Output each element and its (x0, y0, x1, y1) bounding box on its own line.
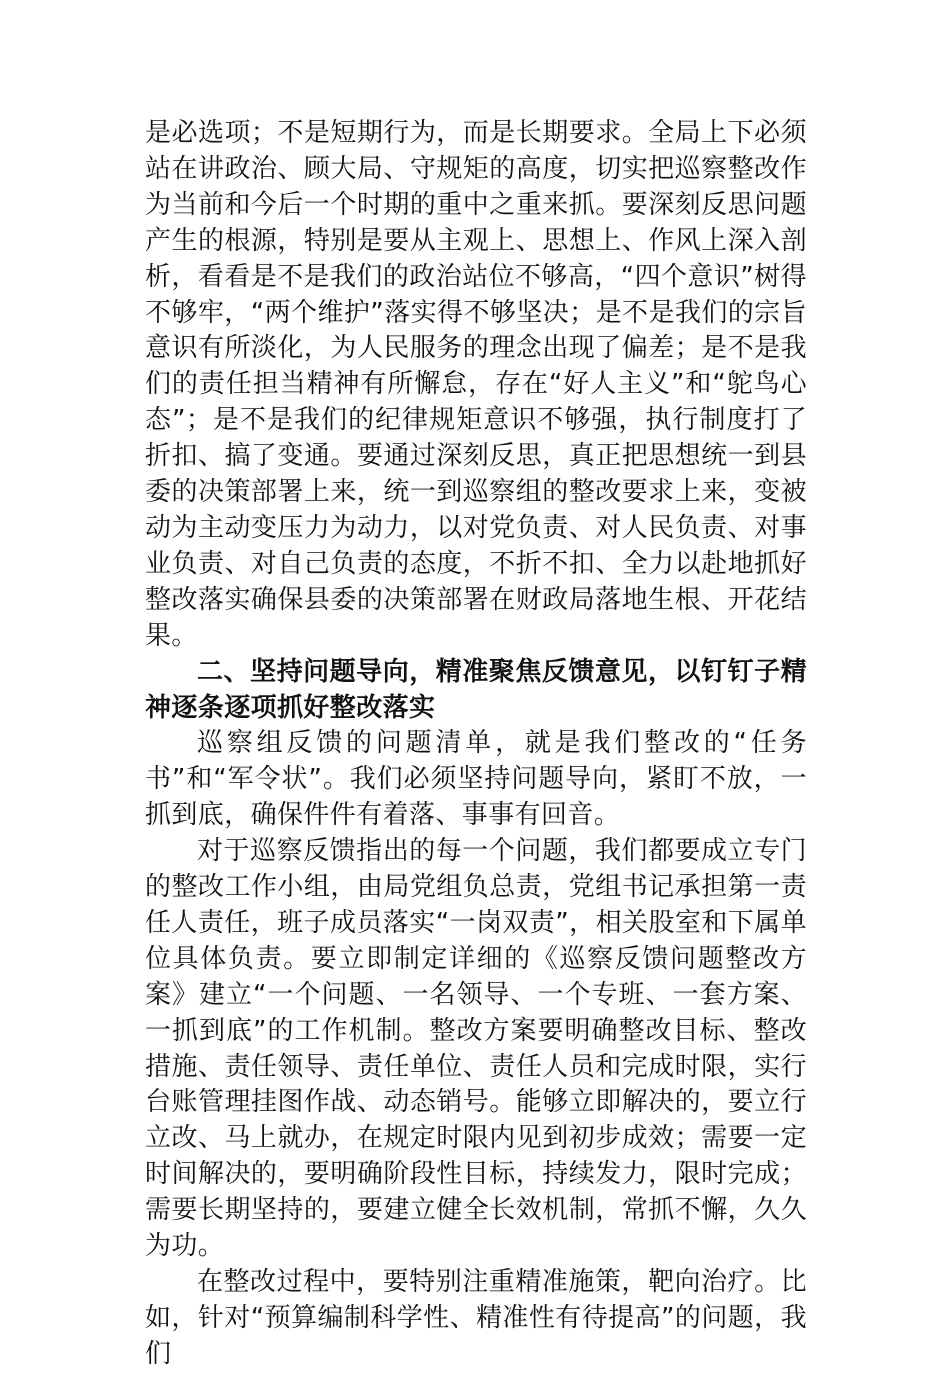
paragraph: 巡察组反馈的问题清单，就是我们整改的“任务书”和“军令状”。我们必须坚持问题导向，紧盯不放，一抓到底，确保件件有着落、事事有回音。 (145, 728, 807, 831)
paragraph: 对于巡察反馈指出的每一个问题，我们都要成立专门的整改工作小组，由局党组负总责，党组书记承担第一责任人责任，班子成员落实“一岗双责”，相关股室和下属单位具体负责。要立即制定详细的《巡察反馈问题整改方案》建立“一个问题、一名领导、一个专班、一套方案、一抓到底”的工作机制。整改方案要明确整改目标、整改措施、责任领导、责任单位、责任人员和完成时限，实行台账管理挂图作战、动态销号。能够立即解决的，要立行立改、马上就办，在规定时限内见到初步成效；需要一定时间解决的，要明确阶段性目标，持续发力，限时完成；需要长期坚持的，要建立健全长效机制，常抓不懈，久久为功。 (145, 836, 807, 1262)
document-body (145, 116, 807, 1373)
section-heading: 二、坚持问题导向，精准聚焦反馈意见，以钉钉子精神逐条逐项抓好整改落实 (145, 656, 807, 723)
paragraph: 在整改过程中，要特别注重精准施策，靶向治疗。比如，针对“预算编制科学性、精准性有待提高”的问题，我们 (145, 1267, 807, 1369)
paragraph-continuation: 是必选项；不是短期行为，而是长期要求。全局上下必须站在讲政治、顾大局、守规矩的高度，切实把巡察整改作为当前和今后一个时期的重中之重来抓。要深刻反思问题产生的根源，特别是要从主观上、思想上、作风上深入剖析，看看是不是我们的政治站位不够高，“四个意识”树得不够牢，“两个维护”落实得不够坚决；是不是我们的宗旨意识有所淡化，为人民服务的理念出现了偏差；是不是我们的责任担当精神有所懈怠，存在“好人主义”和“鸵鸟心态”；是不是我们的纪律规矩意识不够强，执行制度打了折扣、搞了变通。要通过深刻反思，真正把思想统一到县委的决策部署上来，统一到巡察组的整改要求上来，变被动为主动变压力为动力，以对党负责、对人民负责、对事业负责、对自己负责的态度，不折不扣、全力以赴地抓好整改落实确保县委的决策部署在财政局落地生根、开花结果。 (145, 118, 807, 651)
